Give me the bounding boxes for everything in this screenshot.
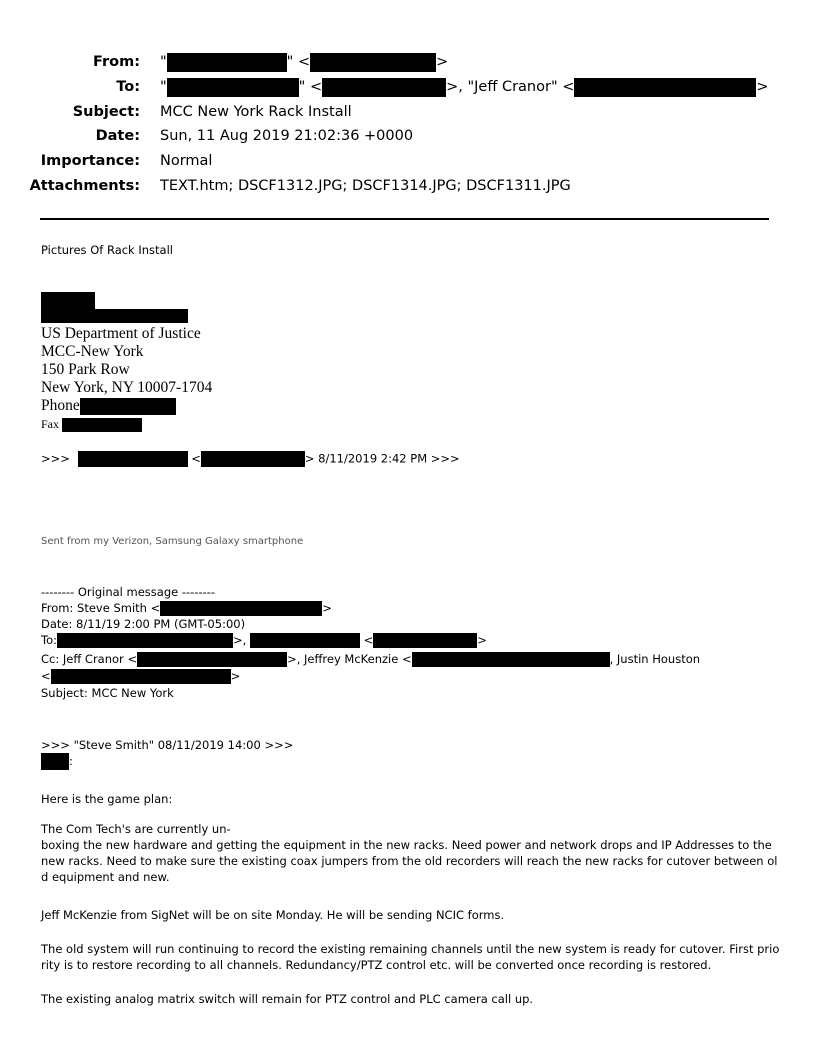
forward-prefix: >>> [41,451,70,466]
original-cc [41,652,700,667]
redaction [78,451,188,467]
redaction [322,78,446,97]
signature-line-1: US Department of Justice [41,325,201,342]
phone-label: Phone [41,397,80,414]
redaction [412,652,610,667]
redaction [574,78,756,97]
message-p2b: boxing the new hardware and getting the equipment in the new racks. Need power and network drops and IP Addresses to the new racks. Need to make sure the existing coax jumpers from the old recorders will reach the new racks for cutover between old equipment and new. [41,838,778,884]
to-value: " " < >, "Jeff Cranor" < > [160,79,769,95]
subject-value: MCC New York Rack Install [160,104,352,120]
original-cc-cont: < > [41,669,241,683]
redaction [51,669,231,684]
attachments-row [0,176,800,196]
date-row [0,126,800,146]
attachments-value[interactable]: TEXT.htm; DSCF1312.JPG; DSCF1314.JPG; DSCF1311.JPG [160,178,571,194]
signature-line-3: 150 Park Row [41,361,130,378]
to-extra-name: , "Jeff Cranor" < [458,79,575,95]
sent-from: Sent from my Verizon, Samsung Galaxy smartphone [41,536,304,547]
message-p2a: The Com Tech's are currently un- [41,822,231,836]
message-p1: Here is the game plan: [41,792,173,806]
date-label: Date: [95,128,140,144]
signature-fax [41,415,142,433]
original-date: Date: 8/11/19 2:00 PM (GMT-05:00) [41,617,246,631]
from-row [0,52,800,72]
redaction [137,652,287,667]
redaction [167,78,299,97]
greeting-line: : [41,753,73,770]
redaction [167,53,287,72]
from-value: " " < > [160,54,449,70]
redaction [41,309,188,323]
forward-line-end: > 8/11/2019 2:42 PM >>> [304,451,460,466]
to-row [0,77,800,97]
original-to: To: >, < > [41,633,487,647]
to-label: To: [116,79,140,95]
original-divider: -------- Original message -------- [41,585,216,599]
original-cc-end: , Justin Houston [609,652,701,666]
header-divider [40,218,769,220]
message-p4: The old system will run continuing to record the existing remaining channels until the new system is ready for cutover. First priority is to restore recording to all channels. Redundancy/PTZ control etc. will be converted once recording is restored. [41,942,780,972]
original-to-text: To: [41,633,57,647]
original-from: From: Steve Smith < > [41,601,332,615]
redaction [201,451,305,467]
message-p5: The existing analog matrix switch will remain for PTZ control and PLC camera call up. [41,992,534,1006]
redaction [373,633,477,648]
fax-label: Fax [41,417,59,431]
quote-header: >>> "Steve Smith" 08/11/2019 14:00 >>> [41,738,294,752]
importance-row [0,151,800,171]
redaction [41,292,95,309]
original-subject: Subject: MCC New York [41,686,174,700]
redaction [41,753,69,770]
importance-value: Normal [160,153,213,169]
forward-line: >>> < > 8/11/2019 2:42 PM >>> [41,451,460,466]
date-value: Sun, 11 Aug 2019 21:02:36 +0000 [160,128,414,144]
original-cc-mid: >, Jeffrey McKenzie < [287,652,412,666]
redaction [160,601,322,616]
redaction [80,398,176,415]
message-p3: Jeff McKenzie from SigNet will be on site Monday. He will be sending NCIC forms. [41,908,505,922]
signature-phone [41,397,176,415]
intro-text: Pictures Of Rack Install [41,243,173,257]
attachments-label: Attachments: [29,178,140,194]
redaction [57,633,233,648]
importance-label: Importance: [40,153,140,169]
signature-line-4: New York, NY 10007-1704 [41,379,213,396]
subject-label: Subject: [72,104,140,120]
redaction [62,418,142,432]
original-from-text: From: Steve Smith < [41,601,161,615]
redaction [250,633,360,648]
signature-line-2: MCC-New York [41,343,144,360]
subject-row [0,102,800,122]
redaction [310,53,436,72]
from-label: From: [93,54,140,70]
original-cc-text: Cc: Jeff Cranor < [41,652,138,666]
